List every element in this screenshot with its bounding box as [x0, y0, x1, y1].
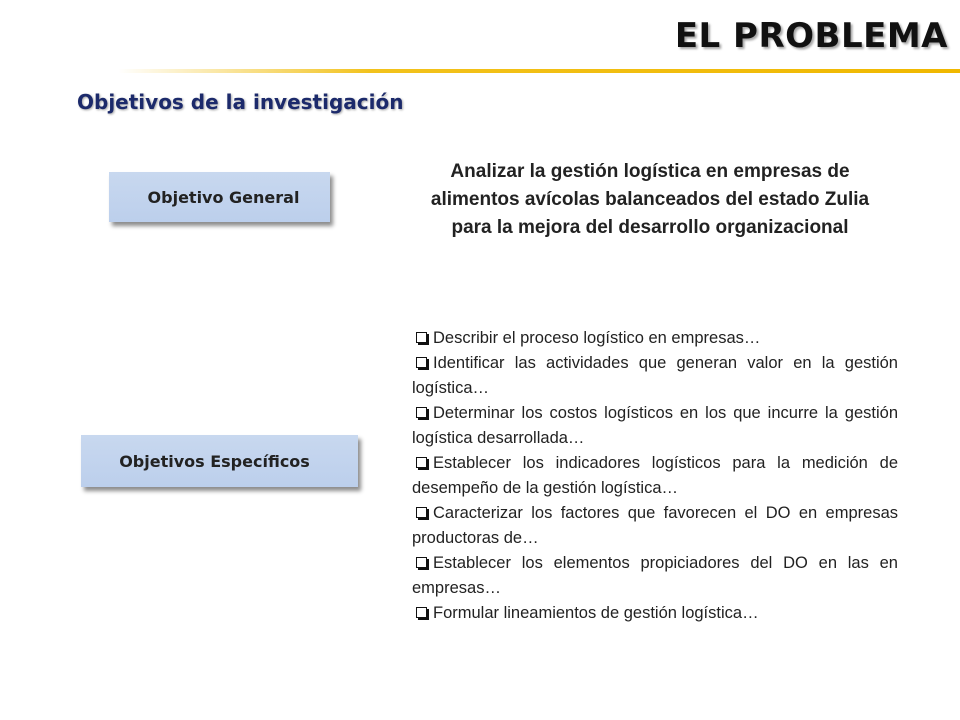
objetivos-especificos-box [81, 435, 358, 487]
list-item [412, 501, 898, 551]
list-item [412, 601, 898, 626]
list-item-text: Establecer los elementos propiciadores del DO en las en empresas… [412, 554, 898, 597]
checkbox-bullet-icon [416, 357, 427, 368]
objetivo-general-text: Analizar la gestión logística en empresas de alimentos avícolas balanceados del estado Zulia para la mejora del desarrollo organizacional [430, 161, 870, 238]
checkbox-bullet-icon [416, 507, 427, 518]
list-item-text: Determinar los costos logísticos en los que incurre la gestión logística desarrollada… [412, 404, 898, 447]
list-item [412, 451, 898, 501]
objetivos-especificos-label: Objetivos Específicos [119, 451, 310, 471]
title-underline [118, 69, 960, 73]
list-item [412, 326, 898, 351]
list-item [412, 401, 898, 451]
list-item [412, 551, 898, 601]
list-item-text: Describir el proceso logístico en empresas… [433, 329, 761, 347]
list-item-text: Establecer los indicadores logísticos para la medición de desempeño de la gestión logística… [412, 454, 898, 497]
checkbox-bullet-icon [416, 607, 427, 618]
objetivo-general-label: Objetivo General [147, 187, 300, 207]
list-item [412, 351, 898, 401]
list-item-text: Identificar las actividades que generan valor en la gestión logística… [412, 354, 898, 397]
checkbox-bullet-icon [416, 557, 427, 568]
objetivos-especificos-list [412, 326, 898, 626]
checkbox-bullet-icon [416, 407, 427, 418]
section-subtitle: Objetivos de la investigación [77, 90, 404, 114]
checkbox-bullet-icon [416, 457, 427, 468]
slide-title: EL PROBLEMA [674, 16, 948, 56]
objetivo-general-box [109, 172, 330, 222]
checkbox-bullet-icon [416, 332, 427, 343]
list-item-text: Caracterizar los factores que favorecen el DO en empresas productoras de… [412, 504, 898, 547]
list-item-text: Formular lineamientos de gestión logística… [433, 604, 759, 622]
